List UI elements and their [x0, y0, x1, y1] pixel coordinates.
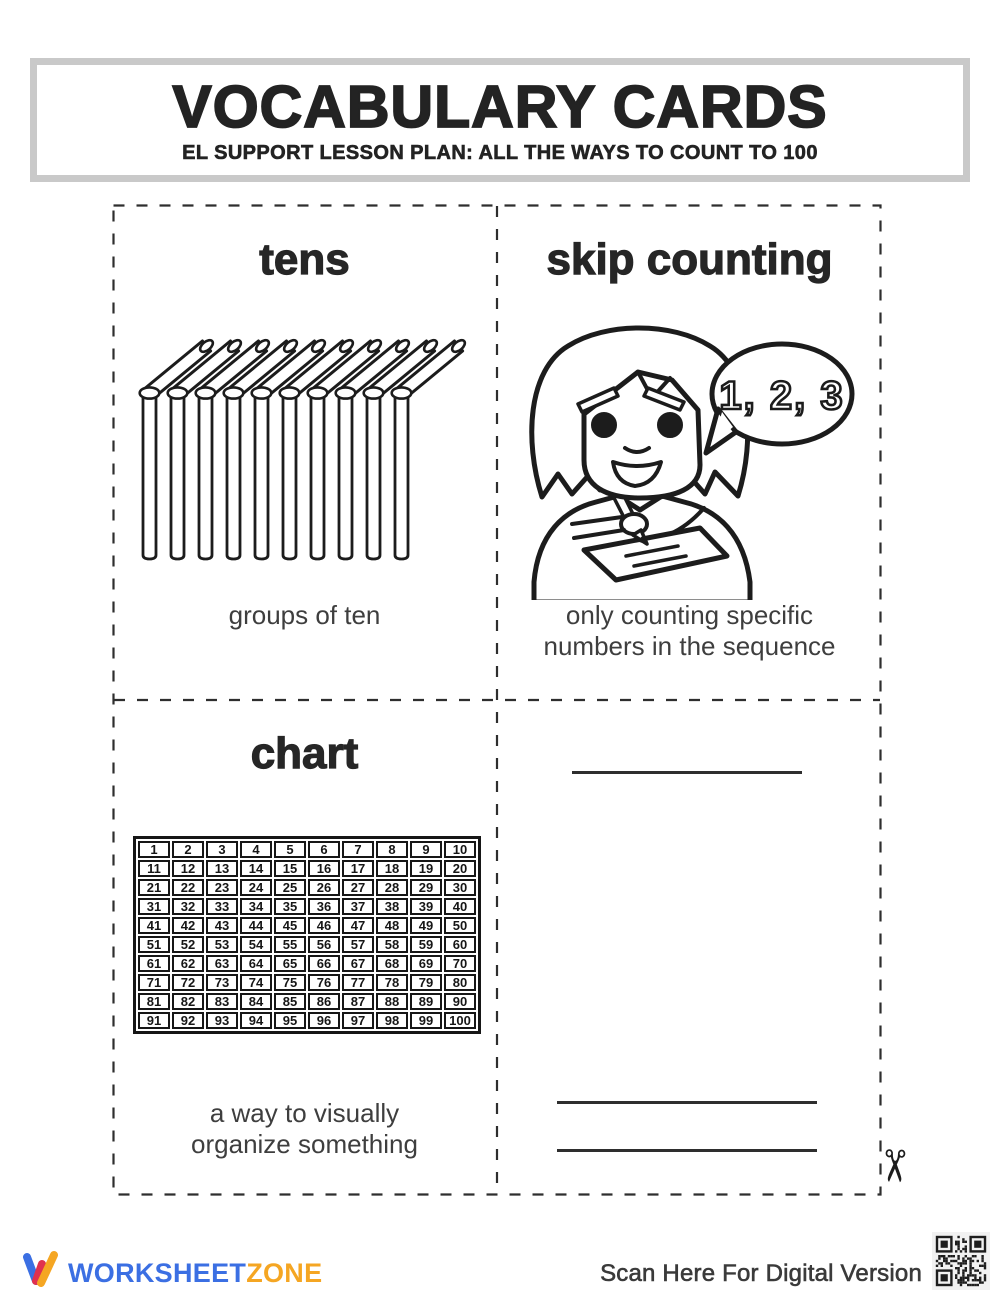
grid-cell: 57: [342, 936, 374, 953]
grid-cell: 35: [274, 898, 306, 915]
grid-cell: 36: [308, 898, 340, 915]
grid-cell: 64: [240, 955, 272, 972]
grid-cell: 3: [206, 841, 238, 858]
grid-row: [138, 917, 476, 934]
grid-cell: 99: [410, 1012, 442, 1029]
grid-cell: 82: [172, 993, 204, 1010]
grid-cell: 54: [240, 936, 272, 953]
grid-cell: 90: [444, 993, 476, 1010]
grid-cell: 17: [342, 860, 374, 877]
grid-cell: 22: [172, 879, 204, 896]
grid-cell: 46: [308, 917, 340, 934]
caption-line: a way to visually: [209, 1098, 400, 1128]
grid-cell: 32: [172, 898, 204, 915]
grid-cell: 81: [138, 993, 170, 1010]
grid-cell: 52: [172, 936, 204, 953]
page-subtitle: EL SUPPORT LESSON PLAN: ALL THE WAYS TO COUNT TO 100: [182, 142, 818, 164]
grid-cell: 29: [410, 879, 442, 896]
grid-cell: 62: [172, 955, 204, 972]
grid-cell: 77: [342, 974, 374, 991]
scan-here-text: Scan Here For Digital Version: [600, 1260, 922, 1287]
grid-cell: 85: [274, 993, 306, 1010]
grid-cell: 66: [308, 955, 340, 972]
card-caption-chart: [112, 1098, 497, 1160]
header-box: [30, 58, 970, 182]
blank-title-line: [572, 771, 802, 774]
card-caption-skip-counting: [497, 600, 882, 662]
grid-cell: 55: [274, 936, 306, 953]
grid-cell: 25: [274, 879, 306, 896]
grid-cell: 48: [376, 917, 408, 934]
grid-row: [138, 993, 476, 1010]
logo-worksheet: WORKSHEET: [68, 1258, 247, 1288]
grid-cell: 58: [376, 936, 408, 953]
grid-cell: 74: [240, 974, 272, 991]
grid-cell: 24: [240, 879, 272, 896]
grid-cell: 75: [274, 974, 306, 991]
grid-cell: 7: [342, 841, 374, 858]
grid-cell: 20: [444, 860, 476, 877]
grid-row: [138, 1012, 476, 1029]
grid-cell: 72: [172, 974, 204, 991]
grid-cell: 86: [308, 993, 340, 1010]
grid-cell: 38: [376, 898, 408, 915]
grid-cell: 43: [206, 917, 238, 934]
worksheetzone-logo-text: [68, 1258, 322, 1288]
grid-row: [138, 955, 476, 972]
logo-zone: ZONE: [246, 1258, 323, 1288]
grid-row: [138, 860, 476, 877]
grid-cell: 61: [138, 955, 170, 972]
grid-cell: 26: [308, 879, 340, 896]
card-title-tens: tens: [259, 235, 350, 284]
grid-cell: 45: [274, 917, 306, 934]
grid-cell: 27: [342, 879, 374, 896]
grid-cell: 70: [444, 955, 476, 972]
grid-cell: 78: [376, 974, 408, 991]
grid-cell: 63: [206, 955, 238, 972]
grid-cell: 37: [342, 898, 374, 915]
grid-cell: 16: [308, 860, 340, 877]
grid-cell: 30: [444, 879, 476, 896]
grid-cell: 44: [240, 917, 272, 934]
grid-cell: 98: [376, 1012, 408, 1029]
grid-cell: 2: [172, 841, 204, 858]
grid-cell: 83: [206, 993, 238, 1010]
grid-cell: 23: [206, 879, 238, 896]
grid-row: [138, 936, 476, 953]
grid-cell: 5: [274, 841, 306, 858]
grid-cell: 100: [444, 1012, 476, 1029]
grid-cell: 11: [138, 860, 170, 877]
grid-cell: 10: [444, 841, 476, 858]
grid-cell: 39: [410, 898, 442, 915]
caption-line: only counting specific: [565, 600, 814, 630]
grid-cell: 89: [410, 993, 442, 1010]
card-title-chart: chart: [250, 729, 359, 778]
bendy-straws-illustration: [132, 330, 470, 570]
grid-cell: 91: [138, 1012, 170, 1029]
grid-cell: 84: [240, 993, 272, 1010]
speech-bubble-text: 1, 2, 3: [719, 374, 845, 418]
grid-cell: 68: [376, 955, 408, 972]
grid-row: [138, 879, 476, 896]
grid-cell: 33: [206, 898, 238, 915]
page-title: VOCABULARY CARDS: [172, 74, 828, 140]
grid-cell: 15: [274, 860, 306, 877]
grid-cell: 21: [138, 879, 170, 896]
grid-cell: 87: [342, 993, 374, 1010]
qr-code-icon: [932, 1232, 990, 1294]
grid-cell: 92: [172, 1012, 204, 1029]
grid-cell: 60: [444, 936, 476, 953]
grid-cell: 71: [138, 974, 170, 991]
grid-cell: 1: [138, 841, 170, 858]
grid-cell: 79: [410, 974, 442, 991]
grid-cell: 4: [240, 841, 272, 858]
grid-cell: 47: [342, 917, 374, 934]
card-caption-tens: groups of ten: [228, 600, 381, 630]
grid-cell: 12: [172, 860, 204, 877]
grid-cell: 94: [240, 1012, 272, 1029]
grid-row: [138, 898, 476, 915]
grid-cell: 14: [240, 860, 272, 877]
card-title-skip-counting: skip counting: [546, 235, 833, 284]
grid-cell: 65: [274, 955, 306, 972]
hundred-chart: [133, 836, 481, 1034]
grid-cell: 34: [240, 898, 272, 915]
grid-cell: 56: [308, 936, 340, 953]
grid-cell: 76: [308, 974, 340, 991]
grid-cell: 18: [376, 860, 408, 877]
grid-cell: 73: [206, 974, 238, 991]
grid-cell: 80: [444, 974, 476, 991]
grid-cell: 50: [444, 917, 476, 934]
grid-cell: 31: [138, 898, 170, 915]
blank-caption-line-2: [557, 1149, 817, 1152]
grid-cell: 95: [274, 1012, 306, 1029]
grid-cell: 97: [342, 1012, 374, 1029]
grid-cell: 6: [308, 841, 340, 858]
grid-cell: 88: [376, 993, 408, 1010]
grid-cell: 42: [172, 917, 204, 934]
grid-row: [138, 841, 476, 858]
grid-cell: 40: [444, 898, 476, 915]
grid-cell: 53: [206, 936, 238, 953]
girl-writing-illustration: [520, 320, 880, 600]
grid-cell: 19: [410, 860, 442, 877]
grid-cell: 69: [410, 955, 442, 972]
grid-cell: 28: [376, 879, 408, 896]
grid-cell: 9: [410, 841, 442, 858]
grid-cell: 41: [138, 917, 170, 934]
grid-cell: 51: [138, 936, 170, 953]
blank-caption-line-1: [557, 1101, 817, 1104]
grid-cell: 93: [206, 1012, 238, 1029]
grid-cell: 96: [308, 1012, 340, 1029]
caption-line: numbers in the sequence: [543, 631, 836, 661]
grid-cell: 59: [410, 936, 442, 953]
caption-line: organize something: [191, 1129, 418, 1159]
scissors-icon: ✂: [868, 1146, 920, 1186]
grid-row: [138, 974, 476, 991]
grid-cell: 49: [410, 917, 442, 934]
grid-cell: 8: [376, 841, 408, 858]
grid-cell: 13: [206, 860, 238, 877]
worksheetzone-logo-icon: [20, 1248, 64, 1292]
grid-cell: 67: [342, 955, 374, 972]
